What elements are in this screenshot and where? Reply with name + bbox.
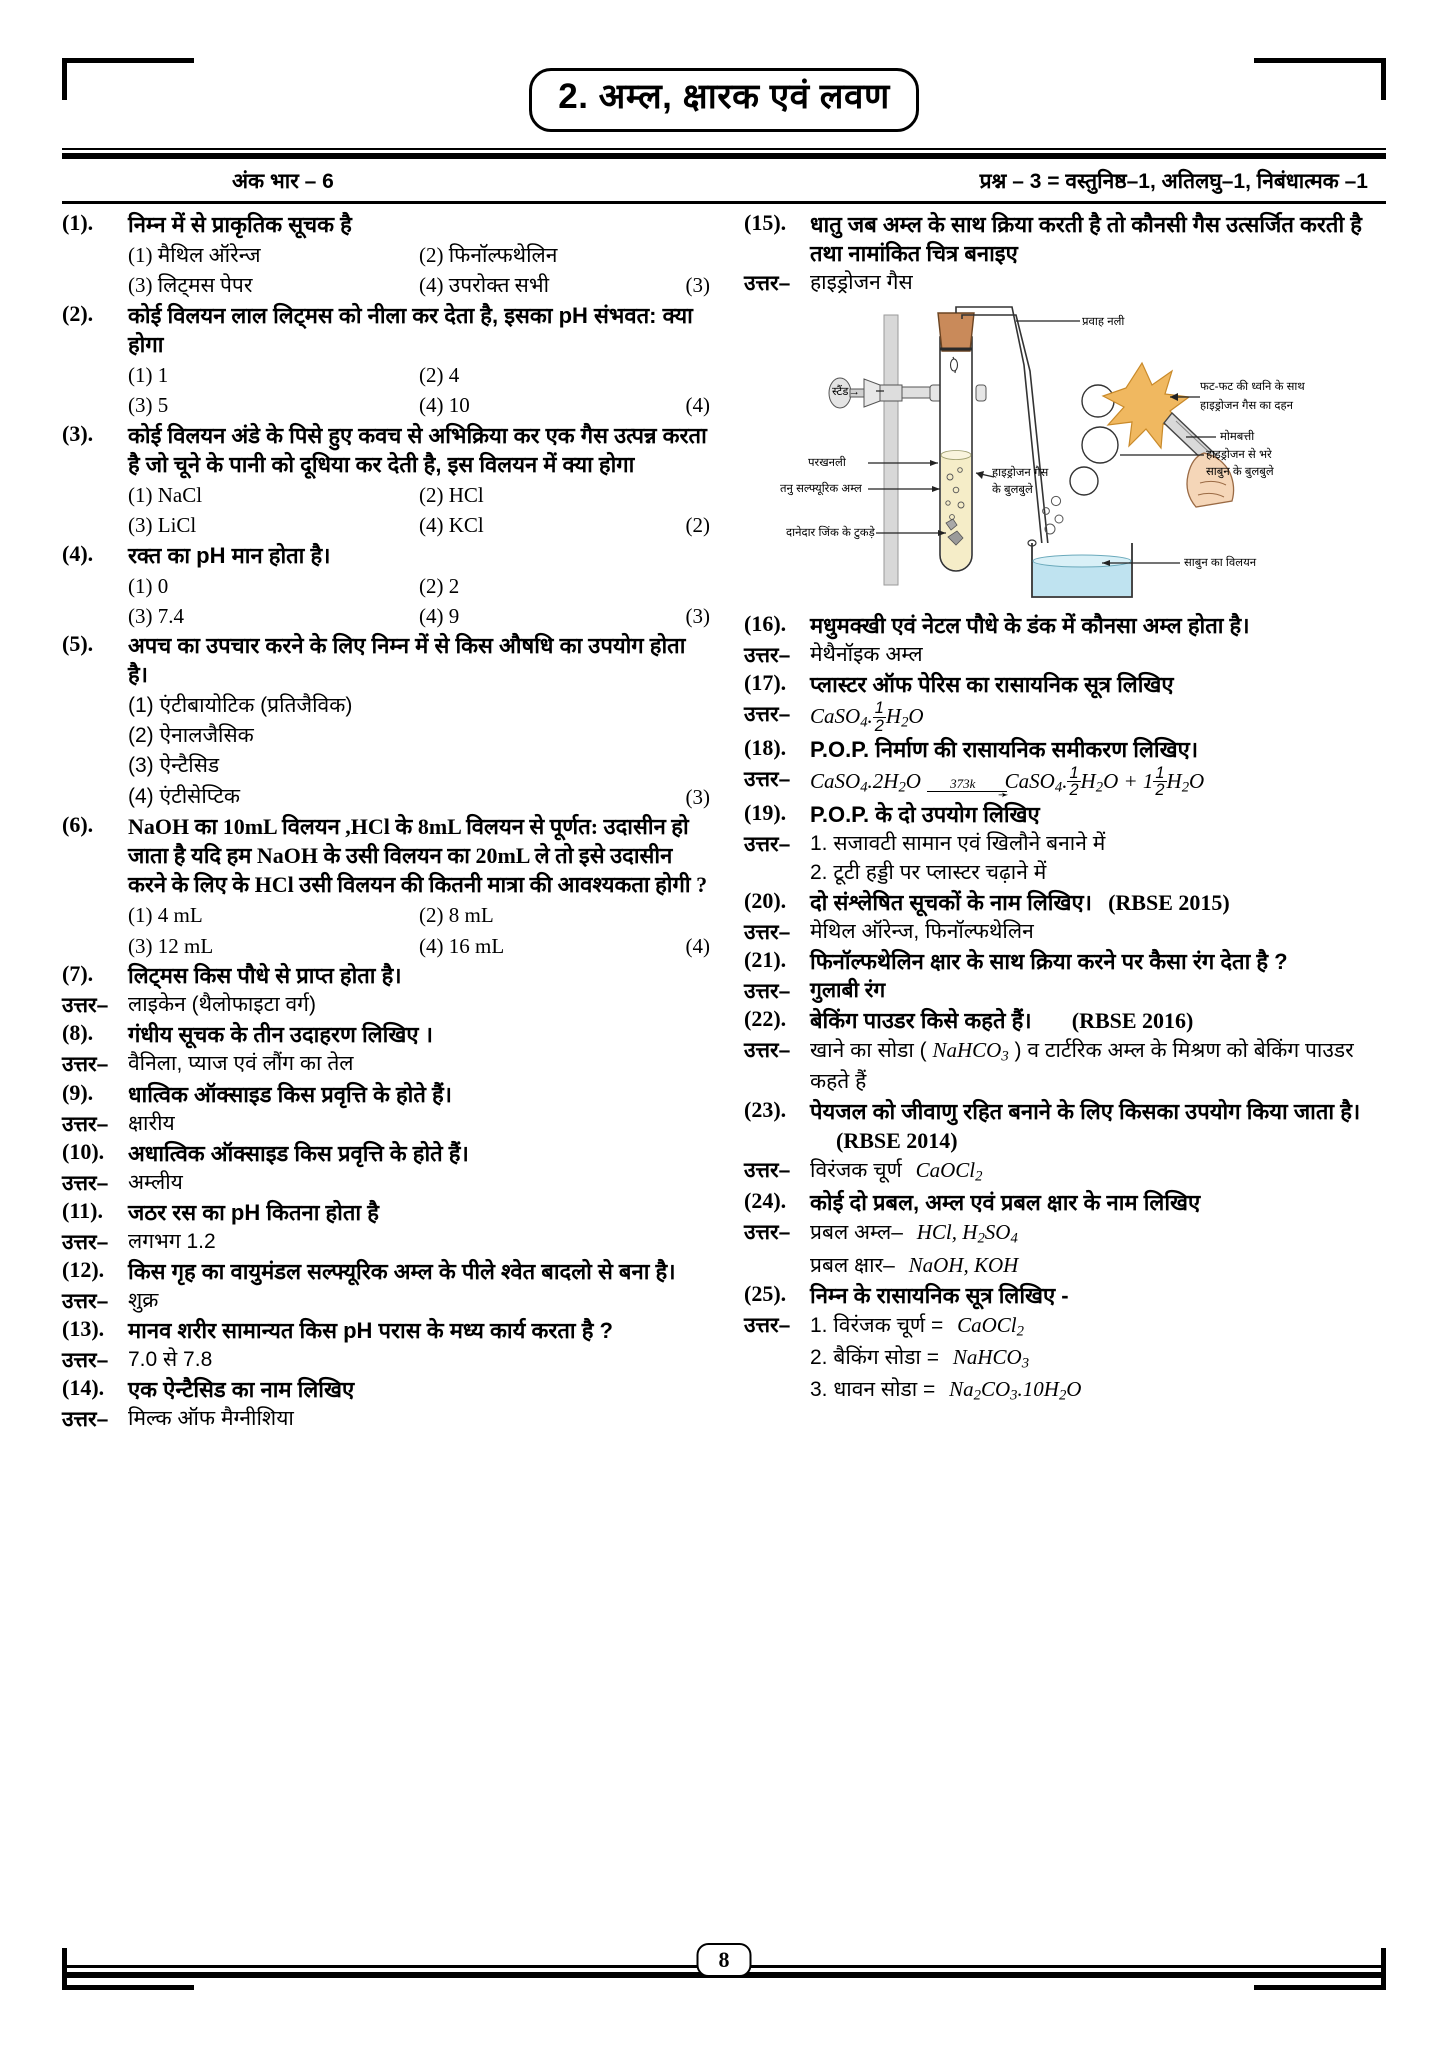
question-text: धातु जब अम्ल के साथ क्रिया करती है तो कौनसी गैस उत्सर्जित करती है तथा नामांकित चित्र बनाइए bbox=[810, 211, 1362, 266]
formula-nahco3: NaHCO$_3$ bbox=[932, 1038, 1009, 1065]
answer-text: लाइकेन (थैलोफाइटा वर्ग) bbox=[128, 993, 316, 1017]
question-item bbox=[62, 210, 710, 239]
option: (1) मैथिल ऑरेन्ज bbox=[128, 242, 261, 267]
option: (2) 8 mL bbox=[419, 903, 494, 928]
formula-nahco3: NaHCO$_3$ bbox=[952, 1345, 1030, 1372]
answer-text: लगभग 1.2 bbox=[128, 1229, 216, 1253]
answer-key: (2) bbox=[685, 513, 710, 538]
question-number: (13). bbox=[62, 1316, 105, 1342]
answer-label: उत्तर– bbox=[744, 271, 791, 295]
question-text: मानव शरीर सामान्यत किस pH परास के मध्य कार्य करता है ? bbox=[128, 1318, 613, 1344]
question-text: फिनॉल्फथेलिन क्षार के साथ क्रिया करने पर कैसा रंग देता है ? bbox=[810, 949, 1288, 975]
answer-label: उत्तर– bbox=[62, 1290, 109, 1314]
option-row bbox=[128, 360, 710, 390]
answer-label: उत्तर– bbox=[62, 1408, 109, 1432]
question-text: कोई विलयन अंडे के पिसे हुए कवच से अभिक्रिया कर एक गैस उत्पन्न करता है जो चूने के पानी को दूधिया कर देती है, इस विलयन में क्या होगा bbox=[128, 422, 707, 477]
answer-formula-1 bbox=[810, 1311, 1386, 1342]
answer-item bbox=[62, 1110, 710, 1138]
question-item bbox=[744, 888, 1386, 917]
answer-prefix: 3. धावन सोडा = bbox=[810, 1378, 936, 1402]
formula-caocl2: CaOCl$_2$ bbox=[915, 1157, 983, 1185]
answer-label: उत्तर– bbox=[62, 1171, 109, 1195]
question-item bbox=[62, 961, 710, 990]
answer-equation-pop bbox=[810, 763, 1386, 802]
answer-prefix: विरंजक चूर्ण bbox=[810, 1158, 902, 1182]
exam-tag: (RBSE 2015) bbox=[1108, 889, 1230, 915]
answer-key: (3) bbox=[685, 784, 710, 809]
question-item bbox=[62, 421, 710, 479]
formula-caso4: CaSO$_4$. bbox=[810, 704, 873, 731]
option-row bbox=[128, 601, 710, 631]
exam-tag: (RBSE 2014) bbox=[836, 1127, 958, 1153]
question-item bbox=[62, 631, 710, 689]
diagram-label-soap-solution: साबुन का विलयन bbox=[1184, 556, 1257, 569]
question-text: कोई विलयन लाल लिट्मस को नीला कर देता है, इसका pH संभवत: क्या होगा bbox=[128, 302, 693, 357]
answer-prefix: प्रबल क्षार– bbox=[810, 1253, 895, 1277]
corner-mark-top-right-h bbox=[1254, 58, 1386, 63]
option: (4) उपरोक्त सभी bbox=[419, 273, 550, 298]
option-row bbox=[128, 782, 710, 812]
question-number: (11). bbox=[62, 1197, 103, 1223]
answer-item bbox=[744, 641, 1386, 669]
option: (1) एंटीबायोटिक (प्रतिजैविक) bbox=[128, 693, 353, 717]
question-item bbox=[62, 1139, 710, 1168]
question-number: (3). bbox=[62, 420, 94, 446]
corner-mark-bottom-left-h bbox=[62, 1985, 194, 1990]
formula-strong-bases: NaOH, KOH bbox=[908, 1252, 1019, 1277]
answer-item bbox=[744, 1036, 1386, 1095]
answer-label: उत्तर– bbox=[744, 1221, 791, 1245]
question-text: P.O.P. निर्माण की रासायनिक समीकरण लिखिए। bbox=[810, 736, 1199, 762]
answer-key: (4) bbox=[685, 393, 710, 418]
question-item bbox=[744, 1097, 1386, 1155]
question-number: (9). bbox=[62, 1079, 94, 1105]
answer-item bbox=[744, 918, 1386, 946]
corner-mark-top-right-v bbox=[1381, 58, 1386, 100]
formula-h2o: $H_2O$ bbox=[885, 704, 924, 731]
answer-item bbox=[744, 1343, 1386, 1374]
option: (1) NaCl bbox=[128, 482, 203, 507]
product-pop: CaSO$_4$. bbox=[1004, 768, 1068, 796]
corner-mark-top-left-v bbox=[62, 58, 67, 100]
reaction-arrow-373k: 373k ➛ bbox=[927, 775, 999, 792]
question-item bbox=[744, 1281, 1386, 1310]
diagram-label-candle: मोमबत्ती bbox=[1220, 430, 1255, 443]
left-column bbox=[62, 210, 724, 1435]
reactant-gypsum: $CaSO_4.2H_2O$ bbox=[810, 768, 921, 796]
question-number: (19). bbox=[744, 799, 787, 825]
answer-item bbox=[744, 830, 1386, 858]
answer-label: उत्तर– bbox=[62, 1349, 109, 1373]
question-item bbox=[62, 1198, 710, 1227]
option-row bbox=[128, 480, 710, 510]
answer-strong-acid bbox=[810, 1218, 1386, 1249]
formula-na2co3: $Na_2CO_3.10H_2O$ bbox=[949, 1377, 1082, 1405]
option-row bbox=[128, 931, 710, 961]
option-row bbox=[128, 900, 710, 930]
answer-prefix: प्रबल अम्ल– bbox=[810, 1221, 903, 1245]
answer-text: गुलाबी रंग bbox=[810, 979, 886, 1003]
question-item bbox=[62, 812, 710, 899]
answer-key: (3) bbox=[685, 273, 710, 298]
answer-text: 7.0 से 7.8 bbox=[128, 1348, 213, 1372]
answer-label: उत्तर– bbox=[744, 1313, 791, 1337]
question-text: अपच का उपचार करने के लिए निम्न में से किस औषधि का उपयोग होता है। bbox=[128, 633, 686, 688]
header-divider-top bbox=[62, 148, 1386, 159]
answer-prefix: 2. बैकिंग सोडा = bbox=[810, 1346, 939, 1370]
answer-label: उत्तर– bbox=[744, 980, 791, 1004]
option-row bbox=[128, 510, 710, 540]
answer-item bbox=[744, 1375, 1386, 1406]
question-item bbox=[744, 1188, 1386, 1217]
option: (4) 9 bbox=[419, 604, 460, 628]
question-item bbox=[62, 1316, 710, 1345]
answer-baking-powder bbox=[810, 1036, 1386, 1095]
option: (2) 4 bbox=[419, 362, 460, 387]
answer-item bbox=[744, 1156, 1386, 1187]
fraction-one-half: $\frac{1}{2}$ bbox=[1069, 763, 1079, 800]
question-number: (6). bbox=[62, 812, 94, 838]
option: (3) 7.4 bbox=[128, 604, 184, 628]
answer-item bbox=[62, 1050, 710, 1078]
option: (4) एंटीसेप्टिक bbox=[128, 784, 241, 808]
option: (2) ऐनालजैसिक bbox=[128, 723, 254, 747]
diagram-label-flow-tube: प्रवाह नली bbox=[1082, 315, 1125, 328]
answer-item bbox=[62, 1228, 710, 1256]
question-text: अधात्विक ऑक्साइड किस प्रवृत्ति के होते हैं। bbox=[128, 1140, 469, 1166]
question-item bbox=[744, 735, 1386, 764]
answer-prefix: 1. विरंजक चूर्ण = bbox=[810, 1313, 944, 1337]
answer-text: अम्लीय bbox=[128, 1170, 183, 1194]
question-text: एक ऐन्टैसिड का नाम लिखिए bbox=[128, 1377, 355, 1403]
question-number: (25). bbox=[744, 1280, 787, 1306]
meta-row bbox=[62, 159, 1386, 201]
question-body: पेयजल को जीवाणु रहित बनाने के लिए किसका उपयोग किया जाता है। bbox=[810, 1098, 1361, 1124]
question-item bbox=[744, 800, 1386, 829]
option: (2) फिनॉल्फथेलिन bbox=[419, 242, 558, 267]
option-row bbox=[128, 240, 710, 270]
product-water-a: $H_2O + 1$ bbox=[1080, 768, 1154, 796]
question-number: (20). bbox=[744, 887, 787, 913]
option: (4) KCl bbox=[419, 513, 484, 538]
question-item bbox=[62, 1020, 710, 1049]
question-text: लिट्मस किस पौधे से प्राप्त होता है। bbox=[128, 963, 402, 989]
hydrogen-gas-experiment-diagram bbox=[780, 305, 1305, 605]
option: (4) 16 mL bbox=[419, 933, 505, 958]
two-column-body bbox=[62, 204, 1386, 1435]
question-text bbox=[810, 1006, 1386, 1035]
question-text: धात्विक ऑक्साइड किस प्रवृत्ति के होते हैं। bbox=[128, 1081, 453, 1107]
option-stack bbox=[128, 691, 710, 813]
question-item bbox=[62, 1257, 710, 1286]
fraction-one-half: $\frac{1}{2}$ bbox=[874, 699, 884, 735]
option: (3) 12 mL bbox=[128, 933, 214, 958]
answer-strong-base bbox=[810, 1251, 1386, 1280]
question-text: NaOH का 10mL विलयन ,HCl के 8mL विलयन से पूर्णत: उदासीन हो जाता है यदि हम NaOH के उसी विलयन का 20mL ले तो इसे उदासीन करने के लिए के HCl उसी विलयन की कितनी मात्रा की आवश्यकता होगी ? bbox=[128, 814, 708, 898]
option: (1) 0 bbox=[128, 573, 169, 598]
option: (2) 2 bbox=[419, 573, 460, 598]
answer-label: उत्तर– bbox=[62, 994, 109, 1018]
answer-text: मेथिल ऑरेन्ज, फिनॉल्फथेलिन bbox=[810, 919, 1034, 943]
answer-text: मेथैनॉइक अम्ल bbox=[810, 642, 923, 666]
answer-text: वैनिला, प्याज एवं लौंग का तेल bbox=[128, 1052, 354, 1076]
option: (1) 1 bbox=[128, 362, 169, 387]
question-number: (10). bbox=[62, 1138, 105, 1164]
answer-label: उत्तर– bbox=[744, 703, 791, 727]
diagram-label-hydrogen-bubbles: हाइड्रोजन गैस के बुलबुले bbox=[992, 466, 1049, 497]
answer-text: शुक्र bbox=[128, 1289, 159, 1313]
question-text: मधुमक्खी एवं नेटल पौधे के डंक में कौनसा अम्ल होता है। bbox=[810, 612, 1250, 638]
option-row bbox=[128, 390, 710, 420]
question-number: (8). bbox=[62, 1020, 94, 1046]
question-body: बेकिंग पाउडर किसे कहते हैं। bbox=[810, 1008, 1032, 1034]
answer-item bbox=[744, 859, 1386, 887]
answer-key: (3) bbox=[685, 604, 710, 628]
right-column bbox=[724, 210, 1386, 1435]
page-footer bbox=[62, 1947, 1386, 1978]
answer-item bbox=[62, 991, 710, 1019]
option-row bbox=[128, 571, 710, 601]
question-item bbox=[62, 541, 710, 570]
question-item bbox=[744, 1006, 1386, 1035]
corner-mark-top-left-h bbox=[62, 58, 194, 63]
answer-item bbox=[744, 1311, 1386, 1342]
question-number: (16). bbox=[744, 610, 787, 636]
answer-label: उत्तर– bbox=[744, 832, 791, 856]
question-item bbox=[744, 210, 1386, 268]
answer-suffix: ) व टार्टरिक अम्ल के मिश्रण को बेकिंग पाउडर कहते हैं bbox=[810, 1039, 1354, 1093]
question-number: (17). bbox=[744, 670, 787, 696]
question-pattern: प्रश्न – 3 = वस्तुनिष्ठ–1, अतिलघु–1, निबंधात्मक –1 bbox=[979, 169, 1368, 193]
answer-item bbox=[62, 1287, 710, 1315]
answer-item bbox=[62, 1346, 710, 1374]
answer-label: उत्तर– bbox=[744, 643, 791, 667]
question-text: निम्न में से प्राकृतिक सूचक है bbox=[128, 211, 352, 237]
question-number: (2). bbox=[62, 300, 94, 326]
question-text: निम्न के रासायनिक सूत्र लिखिए - bbox=[810, 1282, 1069, 1308]
diagram-label-test-tube: परखनली bbox=[808, 456, 846, 469]
question-item bbox=[744, 947, 1386, 976]
option: (1) 4 mL bbox=[128, 903, 203, 928]
question-number: (5). bbox=[62, 631, 94, 657]
answer-item bbox=[744, 269, 1386, 297]
question-item bbox=[62, 301, 710, 359]
diagram-label-hydrogen-burning: हाइड्रोजन गैस का दहन bbox=[1200, 399, 1294, 412]
formula-caocl2: CaOCl$_2$ bbox=[957, 1312, 1024, 1340]
formula-strong-acids: HCl, $H_2SO_4$ bbox=[916, 1220, 1018, 1247]
option: (2) HCl bbox=[419, 482, 484, 507]
answer-text: क्षारीय bbox=[128, 1111, 175, 1135]
question-number: (24). bbox=[744, 1188, 787, 1214]
answer-formula-3 bbox=[810, 1375, 1386, 1406]
answer-item bbox=[62, 1169, 710, 1197]
answer-label: उत्तर– bbox=[62, 1053, 109, 1077]
question-number: (23). bbox=[744, 1096, 787, 1122]
question-text: गंधीय सूचक के तीन उदाहरण लिखिए । bbox=[128, 1022, 433, 1048]
question-number: (1). bbox=[62, 209, 94, 235]
option: (3) ऐन्टैसिड bbox=[128, 754, 220, 778]
question-number: (12). bbox=[62, 1257, 105, 1282]
answer-label: उत्तर– bbox=[744, 767, 791, 791]
answer-formula-2 bbox=[810, 1343, 1386, 1374]
question-number: (21). bbox=[744, 947, 787, 973]
answer-label: उत्तर– bbox=[744, 920, 791, 944]
answer-label: उत्तर– bbox=[62, 1230, 109, 1254]
question-number: (4). bbox=[62, 540, 94, 566]
question-text bbox=[810, 888, 1386, 917]
question-text: P.O.P. के दो उपयोग लिखिए bbox=[810, 801, 1040, 827]
fraction-one-half-b: $\frac{1}{2}$ bbox=[1155, 763, 1165, 800]
question-number: (7). bbox=[62, 961, 94, 987]
answer-item bbox=[62, 1405, 710, 1433]
diagram-label-dilute-acid: तनु सल्फ्यूरिक अम्ल bbox=[780, 482, 862, 495]
product-water-b: $H_2O$ bbox=[1166, 768, 1205, 796]
answer-item bbox=[744, 1251, 1386, 1280]
answer-item bbox=[744, 977, 1386, 1005]
answer-item bbox=[744, 1218, 1386, 1249]
marks-weight: अंक भार – 6 bbox=[232, 169, 334, 193]
question-text: किस गृह का वायुमंडल सल्फ्यूरिक अम्ल के पीले श्वेत बादलो से बना है। bbox=[128, 1259, 676, 1284]
answer-key: (4) bbox=[685, 933, 710, 958]
answer-item bbox=[744, 763, 1386, 802]
diagram-label-zinc-pieces: दानेदार जिंक के टुकड़े bbox=[786, 526, 875, 539]
question-text bbox=[810, 1097, 1386, 1155]
question-number: (22). bbox=[744, 1006, 787, 1032]
question-number: (14). bbox=[62, 1375, 105, 1401]
question-item bbox=[62, 1375, 710, 1404]
exam-tag: (RBSE 2016) bbox=[1071, 1008, 1194, 1034]
answer-text: 2. टूटी हड्डी पर प्लास्टर चढ़ाने में bbox=[810, 860, 1047, 884]
question-number: (15). bbox=[744, 209, 787, 235]
answer-label: उत्तर– bbox=[744, 1039, 791, 1063]
question-item bbox=[62, 1080, 710, 1109]
option: (4) 10 bbox=[419, 393, 470, 418]
diagram-label-stand: स्टैंड→ bbox=[832, 385, 860, 398]
answer-label: उत्तर– bbox=[744, 1158, 791, 1182]
question-text: प्लास्टर ऑफ पेरिस का रासायनिक सूत्र लिखिए bbox=[810, 672, 1174, 698]
option: (3) 5 bbox=[128, 393, 169, 418]
answer-text: मिल्क ऑफ मैग्नीशिया bbox=[128, 1407, 294, 1431]
answer-prefix: खाने का सोडा ( bbox=[810, 1039, 927, 1063]
question-body: दो संश्लेषित सूचकों के नाम लिखिए। bbox=[810, 889, 1092, 915]
question-text: रक्त का pH मान होता है। bbox=[128, 542, 331, 568]
answer-bleaching-powder bbox=[810, 1156, 1386, 1187]
question-text: कोई दो प्रबल, अम्ल एवं प्रबल क्षार के नाम लिखिए bbox=[810, 1190, 1201, 1216]
answer-formula-pop bbox=[810, 700, 1386, 734]
diagram-label-soap-bubbles: हाइड्रोजन से भरे साबुन के बुलबुले bbox=[1206, 448, 1274, 479]
corner-mark-bottom-right-h bbox=[1254, 1985, 1386, 1990]
page-title: 2. अम्ल, क्षारक एवं लवण bbox=[529, 68, 919, 132]
question-item bbox=[744, 670, 1386, 699]
question-text: जठर रस का pH कितना होता है bbox=[128, 1199, 379, 1225]
chapter-title-area bbox=[0, 0, 1448, 132]
option: (3) लिट्मस पेपर bbox=[128, 273, 253, 298]
answer-text: हाइड्रोजन गैस bbox=[810, 270, 913, 294]
diagram-label-pop-sound: फट-फट की ध्वनि के साथ bbox=[1200, 380, 1305, 393]
answer-label: उत्तर– bbox=[62, 1112, 109, 1136]
question-number: (18). bbox=[744, 734, 787, 760]
answer-item bbox=[744, 700, 1386, 734]
page-number: 8 bbox=[697, 1943, 752, 1977]
question-item bbox=[744, 611, 1386, 640]
answer-text: 1. सजावटी सामान एवं खिलौने बनाने में bbox=[810, 831, 1106, 855]
option-row bbox=[128, 270, 710, 300]
option: (3) LiCl bbox=[128, 513, 197, 538]
